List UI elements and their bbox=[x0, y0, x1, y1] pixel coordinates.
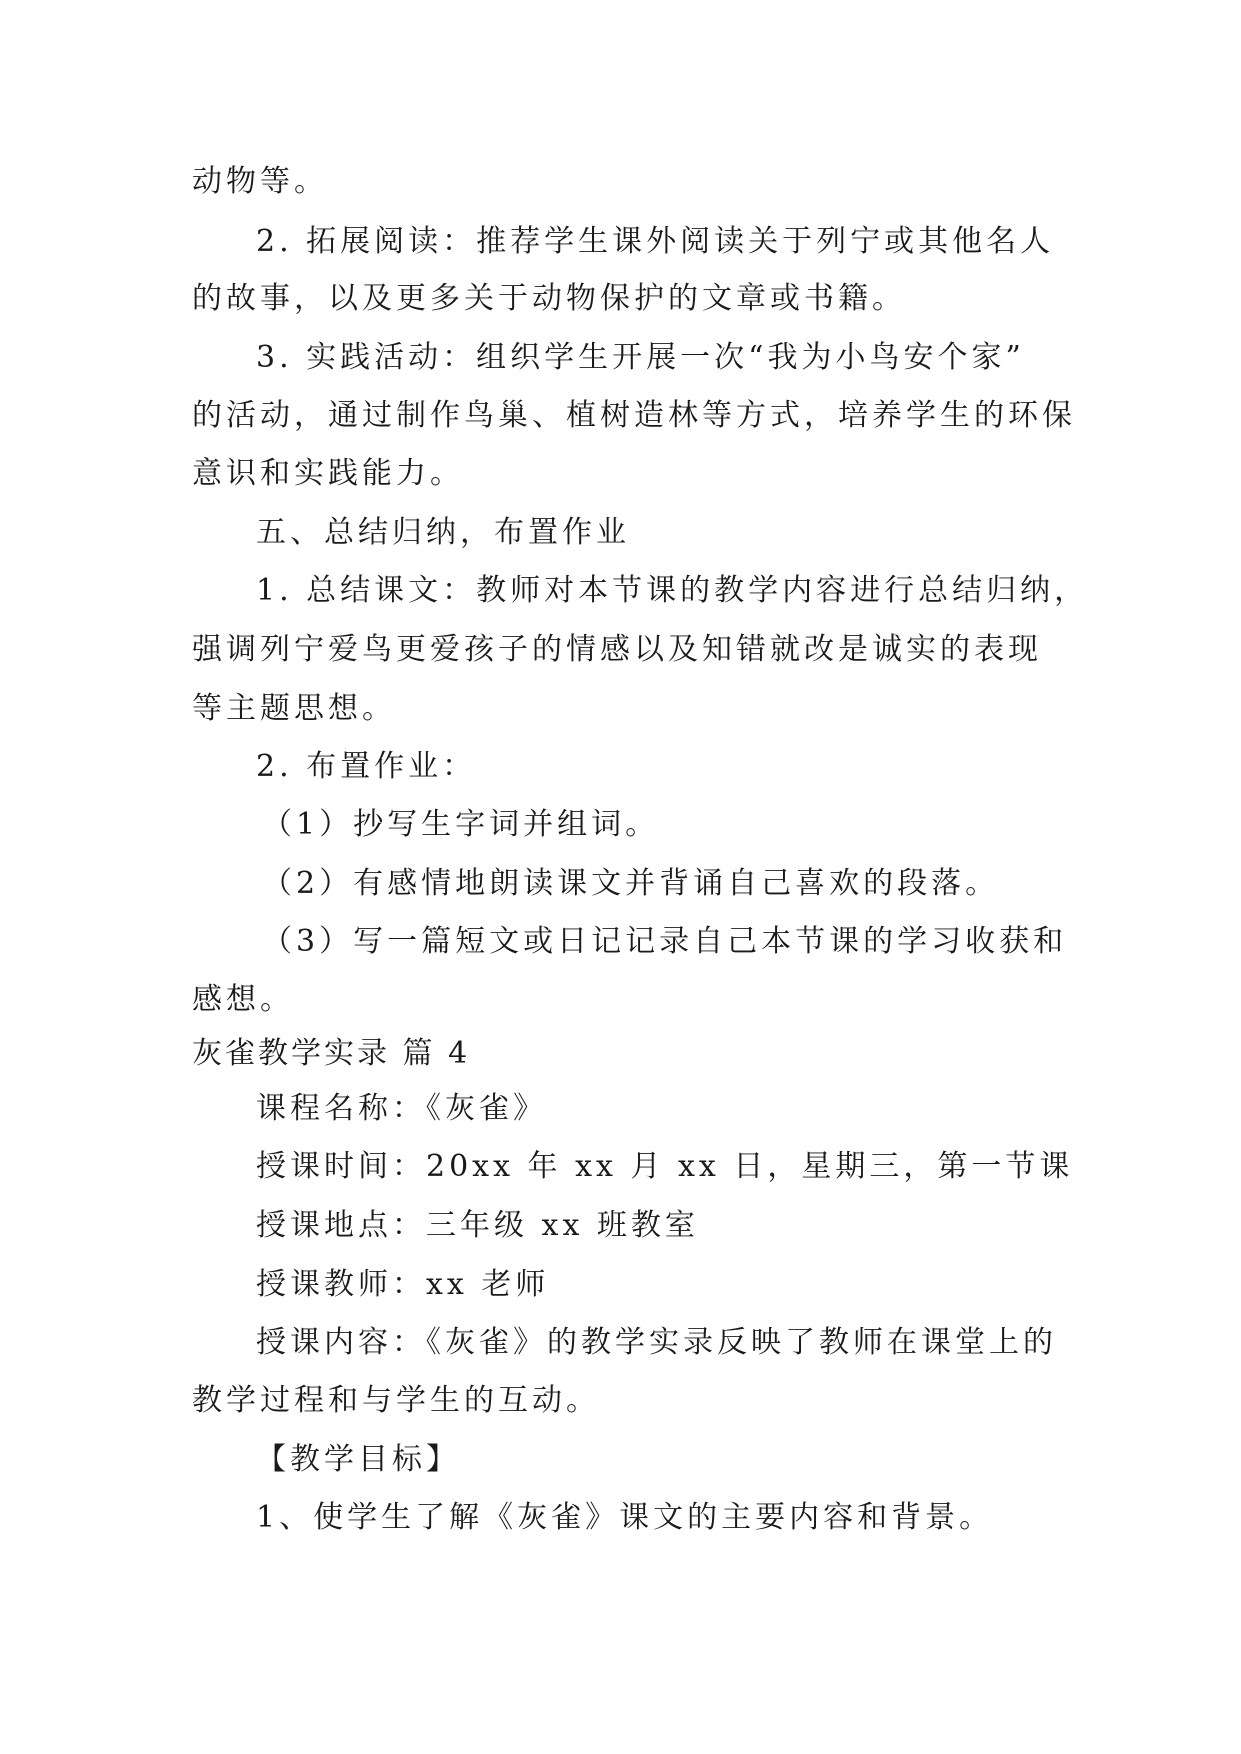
text-line: 教学过程和与学生的互动。 bbox=[192, 1383, 600, 1418]
text-line: 强调列宁爱鸟更爱孩子的情感以及知错就改是诚实的表现 bbox=[192, 632, 1042, 667]
text-line: 授课时间：20xx 年 xx 月 xx 日，星期三，第一节课 bbox=[256, 1149, 1074, 1184]
text-line: 2. 布置作业： bbox=[256, 749, 477, 784]
text-line: 动物等。 bbox=[192, 164, 328, 199]
text-line: 2. 拓展阅读：推荐学生课外阅读关于列宁或其他名人 bbox=[256, 224, 1055, 259]
text-line: 感想。 bbox=[192, 982, 294, 1017]
text-line: 的活动，通过制作鸟巢、植树造林等方式，培养学生的环保 bbox=[192, 398, 1076, 433]
text-line: 1、使学生了解《灰雀》课文的主要内容和背景。 bbox=[256, 1500, 994, 1535]
list-item: （3）写一篇短文或日记记录自己本节课的学习收获和 bbox=[262, 924, 1068, 959]
section-heading: 【教学目标】 bbox=[256, 1442, 460, 1477]
text-line: 课程名称：《灰雀》 bbox=[256, 1091, 547, 1126]
article-title: 灰雀教学实录 篇 4 bbox=[192, 1036, 471, 1071]
text-line: 等主题思想。 bbox=[192, 691, 396, 726]
text-line: 的故事，以及更多关于动物保护的文章或书籍。 bbox=[192, 281, 906, 316]
section-heading: 五、总结归纳，布置作业 bbox=[256, 515, 630, 550]
list-item: （1）抄写生字词并组词。 bbox=[262, 807, 660, 842]
text-line: 授课教师：xx 老师 bbox=[256, 1267, 550, 1302]
text-line: 授课内容：《灰雀》的教学实录反映了教师在课堂上的 bbox=[256, 1325, 1057, 1360]
text-line: 授课地点：三年级 xx 班教室 bbox=[256, 1208, 699, 1243]
text-line: 3. 实践活动：组织学生开展一次“我为小鸟安个家” bbox=[256, 340, 1025, 375]
list-item: （2）有感情地朗读课文并背诵自己喜欢的段落。 bbox=[262, 866, 1000, 901]
text-line: 意识和实践能力。 bbox=[192, 456, 464, 491]
text-line: 1. 总结课文：教师对本节课的教学内容进行总结归纳， bbox=[256, 573, 1089, 608]
